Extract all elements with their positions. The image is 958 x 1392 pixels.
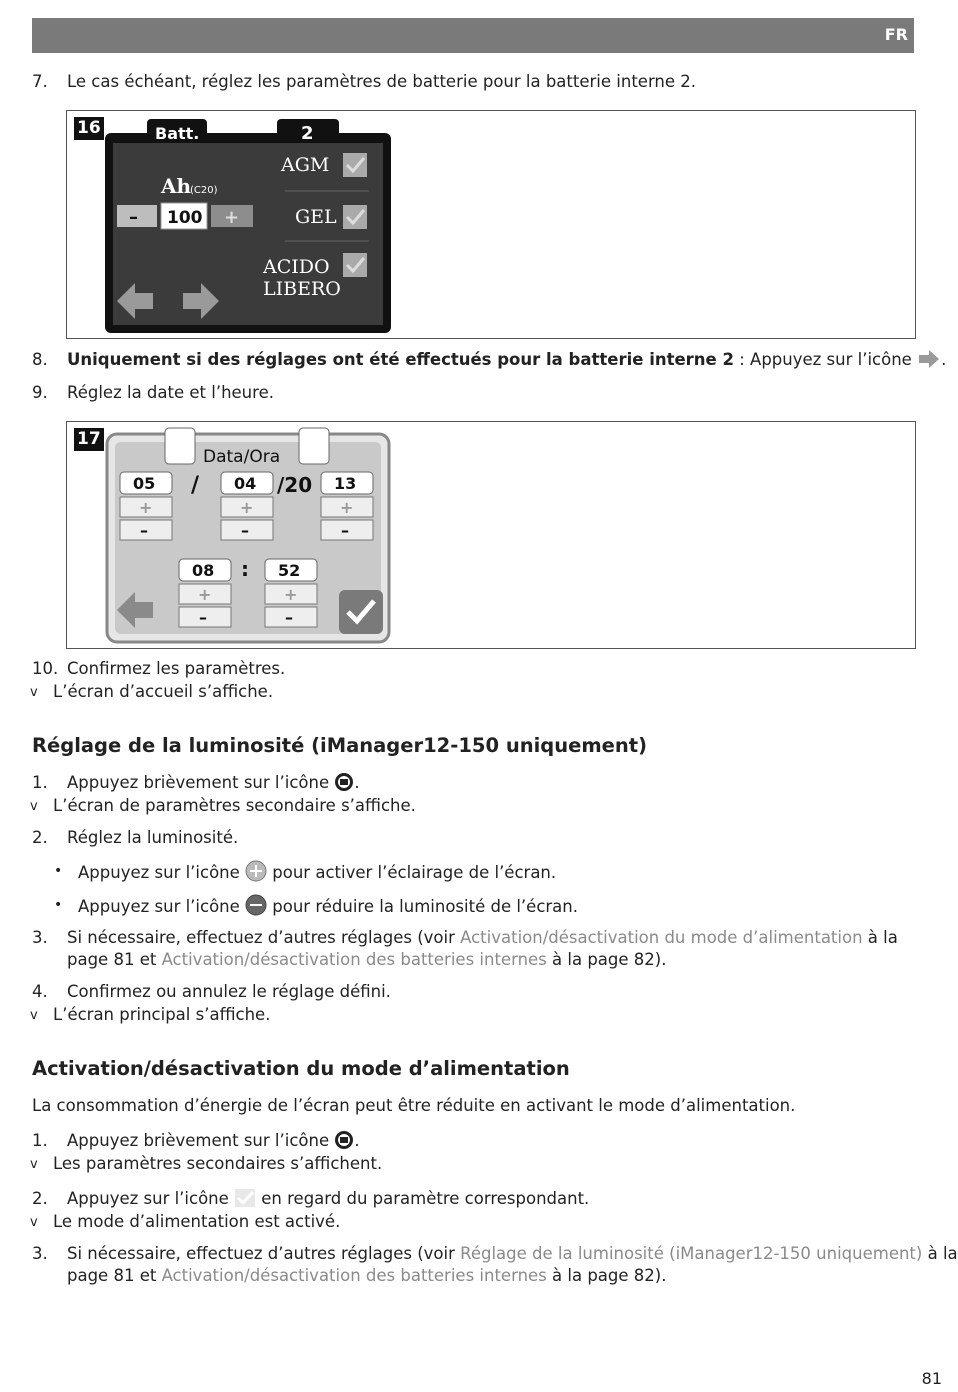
ah-value: 100 xyxy=(167,208,203,228)
date-time-screen xyxy=(103,422,403,648)
link-internal-batteries[interactable]: Activation/désactivation des batteries internes xyxy=(161,1266,547,1285)
result-arrow-icon: v xyxy=(30,799,38,814)
result-arrow-icon: v xyxy=(30,1157,38,1172)
figure-number: 16 xyxy=(74,117,104,140)
page-number: 81 xyxy=(921,1369,942,1388)
tab-batt[interactable]: Batt. xyxy=(155,124,200,143)
year-value: 13 xyxy=(334,474,357,493)
day-value: 05 xyxy=(133,474,156,493)
confirm-check-button[interactable] xyxy=(339,590,383,634)
date-separator: / xyxy=(191,473,200,498)
check-box-icon xyxy=(234,1188,256,1208)
minus-icon: – xyxy=(140,521,148,540)
gel-check-icon[interactable] xyxy=(343,205,367,229)
ah-label: Ah xyxy=(161,174,192,198)
forward-arrow-icon xyxy=(917,349,941,369)
time-separator: : xyxy=(241,557,249,581)
link-brightness[interactable]: Réglage de la luminosité (iManager12-150 uniquement) xyxy=(460,1244,923,1263)
month-value: 04 xyxy=(234,474,257,493)
figure-number: 17 xyxy=(74,428,104,451)
minus-icon: – xyxy=(199,608,207,627)
link-internal-batteries[interactable]: Activation/désactivation des batteries internes xyxy=(161,950,547,969)
result-arrow-icon: v xyxy=(30,685,38,700)
section-title-power-mode: Activation/désactivation du mode d’alimentation xyxy=(32,1057,570,1080)
figure-16 xyxy=(66,110,916,339)
screen-title: Data/Ora xyxy=(203,447,281,467)
minus-icon: – xyxy=(341,521,349,540)
hour-value: 08 xyxy=(192,561,215,580)
minus-icon: – xyxy=(285,608,293,627)
agm-check-icon[interactable] xyxy=(343,153,367,177)
year-prefix: /20 xyxy=(277,473,313,497)
plus-icon: + xyxy=(340,498,354,517)
ah-sublabel: (C20) xyxy=(190,185,218,196)
minus-icon: – xyxy=(241,521,249,540)
menu-round-icon xyxy=(334,772,354,792)
result-arrow-icon: v xyxy=(30,1215,38,1230)
plus-icon: + xyxy=(139,498,153,517)
plus-icon: + xyxy=(284,585,298,604)
figure-17 xyxy=(66,421,916,649)
option-libero[interactable]: LIBERO xyxy=(263,278,341,300)
plus-icon: + xyxy=(224,207,240,228)
plus-icon: + xyxy=(240,498,254,517)
option-gel[interactable]: GEL xyxy=(295,206,337,228)
result-arrow-icon: v xyxy=(30,1008,38,1023)
plus-icon: + xyxy=(198,585,212,604)
header-bar xyxy=(32,18,914,53)
minus-circle-icon xyxy=(245,894,267,916)
plus-circle-icon xyxy=(245,860,267,882)
minute-value: 52 xyxy=(278,561,301,580)
step-8-bold: Uniquement si des réglages ont été effectués pour la batterie interne 2 xyxy=(67,350,734,369)
link-power-mode[interactable]: Activation/désactivation du mode d’alimentation xyxy=(460,928,863,947)
option-agm[interactable]: AGM xyxy=(281,154,330,176)
section-title-brightness: Réglage de la luminosité (iManager12-150 uniquement) xyxy=(32,734,647,757)
battery-settings-screen xyxy=(103,111,403,338)
acido-check-icon[interactable] xyxy=(343,253,367,277)
language-label: FR xyxy=(884,25,908,44)
menu-round-icon xyxy=(334,1130,354,1150)
minus-icon: – xyxy=(129,207,138,228)
tab-battery-number[interactable]: 2 xyxy=(301,123,314,144)
option-acido[interactable]: ACIDO xyxy=(263,256,330,278)
